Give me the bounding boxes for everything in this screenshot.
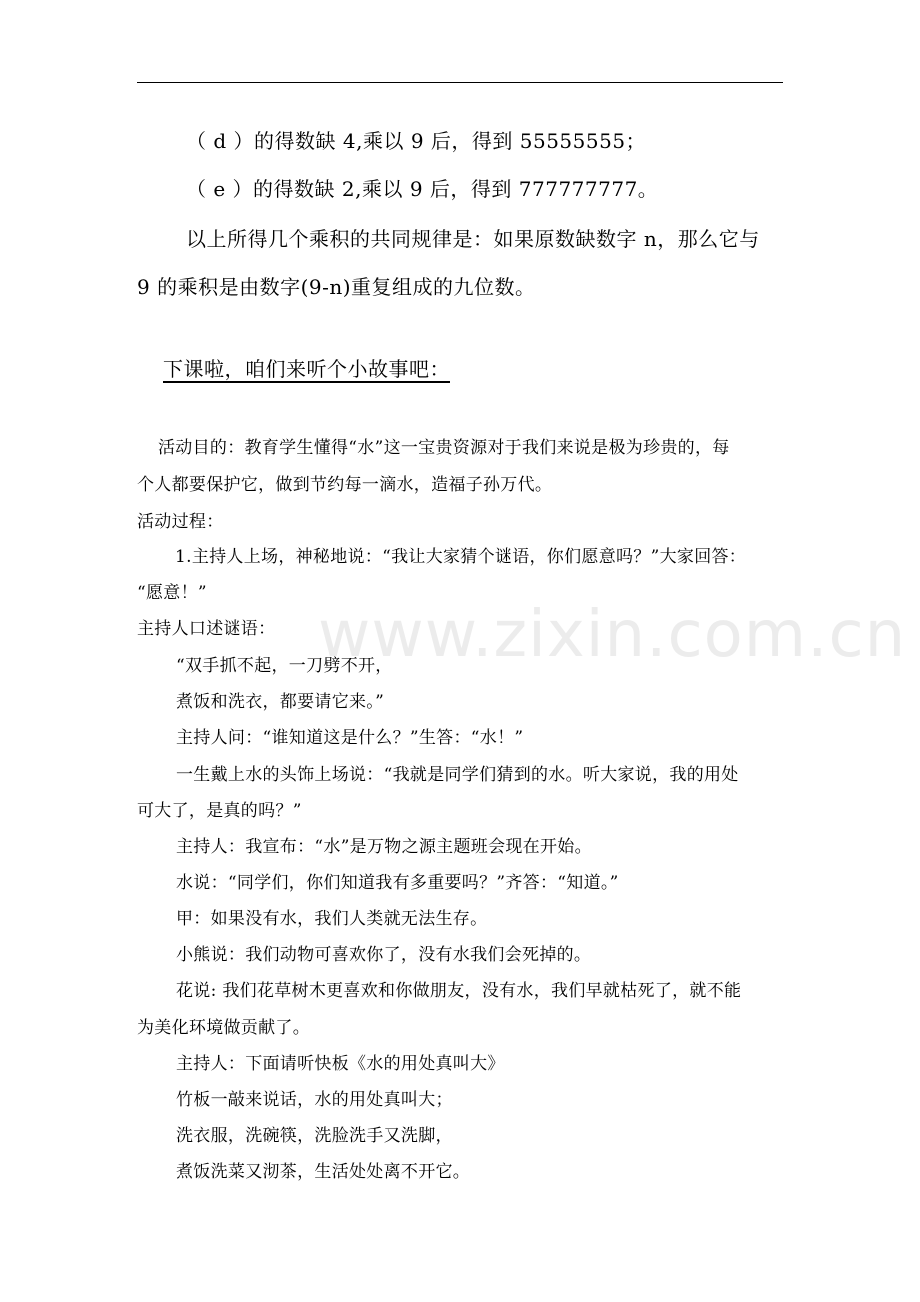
watermark: www.zixin.com.cn (318, 598, 907, 672)
host-kuaiban: 主持人：下面请听快板《水的用处真叫大》 (176, 1054, 505, 1074)
flower-line-2: 为美化环境做贡献了。 (137, 1018, 310, 1038)
line-e: （ e ）的得数缺 2,乘以 9 后，得到 777777777。 (186, 177, 659, 201)
header-rule (137, 82, 783, 83)
purpose-line-1: 活动目的：教育学生懂得“水”这一宝贵资源对于我们来说是极为珍贵的，每 (158, 438, 730, 458)
bear-says: 小熊说：我们动物可喜欢你了，没有水我们会死掉的。 (176, 945, 592, 965)
riddle-line-2: 煮饭和洗衣，都要请它来。” (176, 692, 385, 712)
kuaiban-line-3: 煮饭洗菜又沏茶，生活处处离不开它。 (176, 1162, 471, 1182)
section-heading: 下课啦，咱们来听个小故事吧： (163, 357, 450, 381)
kuaiban-line-2: 洗衣服，洗碗筷，洗脸洗手又洗脚， (176, 1126, 453, 1146)
purpose-line-2: 个人都要保护它，做到节约每一滴水，造福子孙万代。 (137, 475, 553, 495)
host-announce: 主持人：我宣布：“水”是万物之源主题班会现在开始。 (176, 837, 592, 857)
water-says: 水说：“同学们，你们知道我有多重要吗？”齐答：“知道。” (176, 873, 619, 893)
riddle-line-1: “双手抓不起，一刀劈不开， (176, 656, 393, 676)
riddle-intro: 主持人口述谜语： (137, 619, 276, 639)
rule-line-2: 9 的乘积是由数字(9-n)重复组成的九位数。 (137, 275, 536, 299)
flower-line-1: 花说: 我们花草树木更喜欢和你做朋友，没有水，我们早就枯死了，就不能 (176, 981, 742, 1001)
step1-line-1: 1.主持人上场，神秘地说：“我让大家猜个谜语，你们愿意吗？”大家回答： (175, 547, 747, 567)
line-d: （ d ）的得数缺 4,乘以 9 后，得到 55555555； (186, 129, 647, 153)
student-line-2: 可大了，是真的吗？” (137, 801, 302, 821)
process-label: 活动过程： (137, 512, 224, 532)
step1-line-2: “愿意！” (137, 583, 207, 603)
student-line-1: 一生戴上水的头饰上场说：“我就是同学们猜到的水。听大家说，我的用处 (176, 765, 739, 785)
host-question: 主持人问：“谁知道这是什么？”生答：“水！” (176, 728, 524, 748)
kuaiban-line-1: 竹板一敲来说话，水的用处真叫大； (176, 1090, 453, 1110)
jia-says: 甲：如果没有水，我们人类就无法生存。 (176, 909, 488, 929)
rule-line-1: 以上所得几个乘积的共同规律是：如果原数缺数字 n，那么它与 (186, 227, 760, 251)
